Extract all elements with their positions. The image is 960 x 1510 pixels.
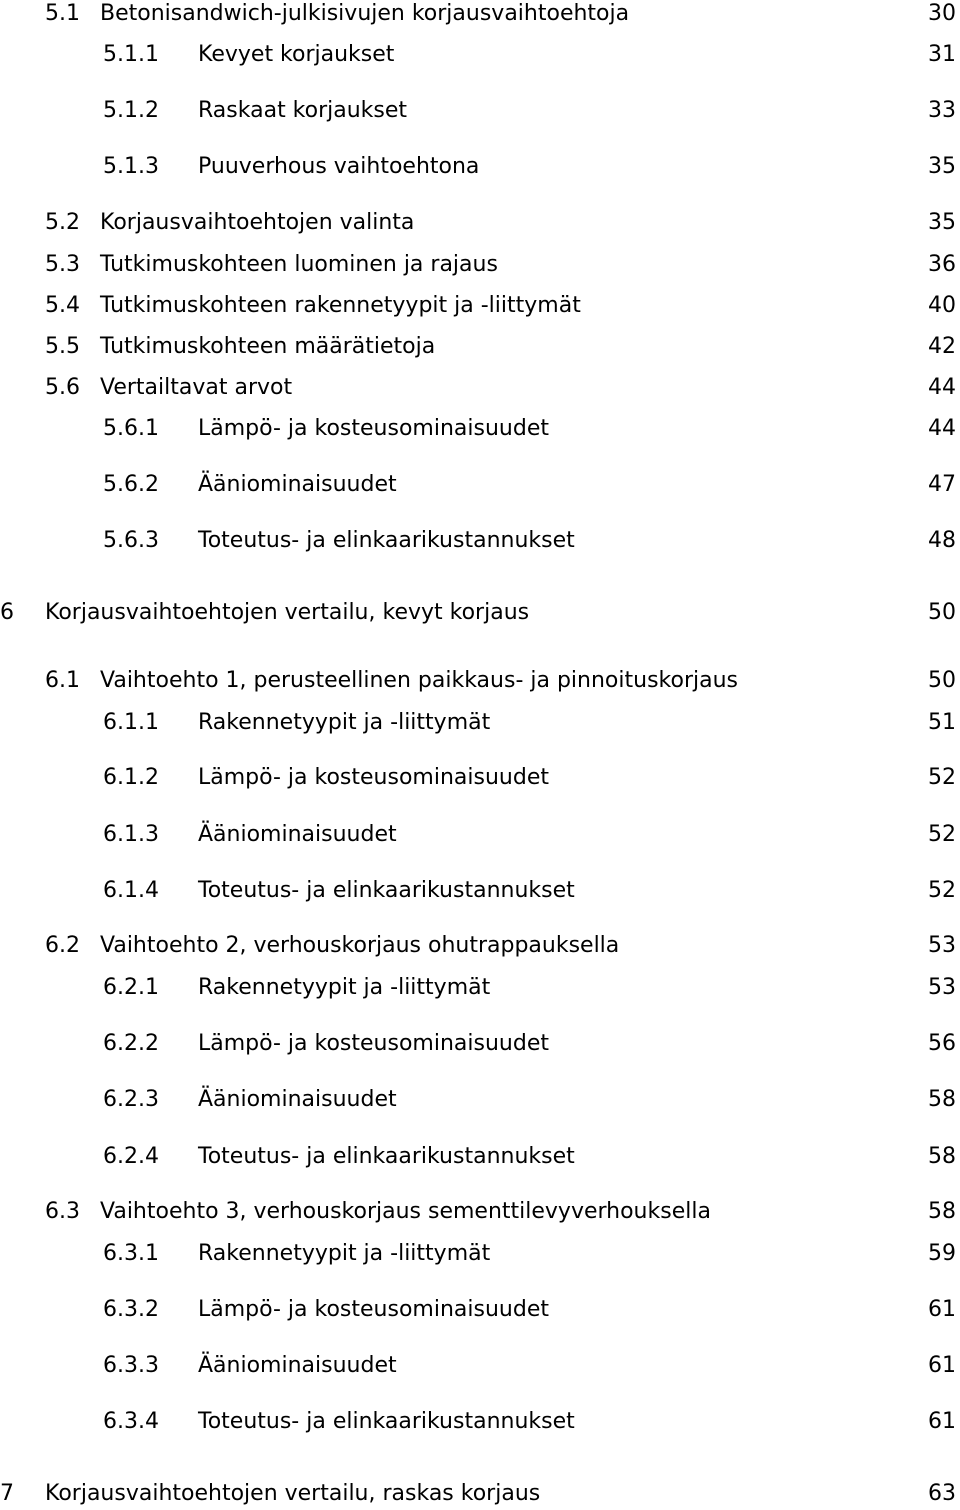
toc-entry-title: Rakennetyypit ja -liittymät	[198, 1241, 491, 1266]
toc-entry	[0, 1478, 960, 1510]
toc-entry-title: Toteutus- ja elinkaarikustannukset	[198, 528, 575, 553]
toc-entry-page-number: 44	[928, 375, 956, 400]
toc-entry-number: 6.3	[45, 1199, 80, 1224]
toc-entry-page-number: 52	[928, 878, 956, 903]
toc-entry-page-number: 53	[928, 933, 956, 958]
toc-entry-title: Lämpö- ja kosteusominaisuudet	[198, 1031, 549, 1056]
toc-entry-title: Lämpö- ja kosteusominaisuudet	[198, 1297, 549, 1322]
toc-entry-number: 5.1.3	[103, 154, 159, 179]
toc-entry	[0, 972, 960, 1004]
toc-entry-number: 6.2	[45, 933, 80, 958]
toc-entry-title: Korjausvaihtoehtojen vertailu, kevyt korjaus	[45, 600, 530, 625]
toc-entry-page-number: 51	[928, 710, 956, 735]
toc-entry-page-number: 63	[928, 1481, 956, 1506]
toc-entry-number: 5.6.2	[103, 472, 159, 497]
toc-entry	[0, 372, 960, 404]
toc-entry-number: 5.2	[45, 210, 80, 235]
toc-entry-number: 6.3.4	[103, 1409, 159, 1434]
toc-entry-number: 6.3.1	[103, 1241, 159, 1266]
toc-entry-title: Raskaat korjaukset	[198, 98, 408, 123]
toc-entry-page-number: 50	[928, 600, 956, 625]
toc-entry-number: 6.2.2	[103, 1031, 159, 1056]
toc-entry-page-number: 58	[928, 1087, 956, 1112]
toc-entry-title: Lämpö- ja kosteusominaisuudet	[198, 416, 549, 441]
toc-entry-number: 5.1.2	[103, 98, 159, 123]
toc-entry-page-number: 42	[928, 334, 956, 359]
toc-entry-number: 7	[0, 1481, 14, 1506]
toc-entry-page-number: 40	[928, 293, 956, 318]
toc-entry-number: 6.3.3	[103, 1353, 159, 1378]
toc-entry	[0, 525, 960, 557]
toc-entry-page-number: 61	[928, 1409, 956, 1434]
toc-entry	[0, 95, 960, 127]
toc-entry-number: 5.4	[45, 293, 80, 318]
toc-entry	[0, 1406, 960, 1438]
toc-entry-number: 6.3.2	[103, 1297, 159, 1322]
toc-entry-title: Tutkimuskohteen rakennetyypit ja -liittymät	[100, 293, 581, 318]
toc-entry-page-number: 44	[928, 416, 956, 441]
toc-entry-title: Tutkimuskohteen luominen ja rajaus	[100, 252, 498, 277]
toc-entry	[0, 707, 960, 739]
toc-entry-title: Ääniominaisuudet	[198, 472, 397, 497]
toc-entry-number: 5.6.3	[103, 528, 159, 553]
toc-entry-page-number: 58	[928, 1144, 956, 1169]
toc-entry-title: Kevyet korjaukset	[198, 42, 395, 67]
toc-entry-page-number: 52	[928, 765, 956, 790]
toc-entry-title: Puuverhous vaihtoehtona	[198, 154, 480, 179]
toc-entry-page-number: 61	[928, 1353, 956, 1378]
toc-entry-title: Betonisandwich-julkisivujen korjausvaihtoehtoja	[100, 1, 630, 26]
toc-entry-page-number: 31	[928, 42, 956, 67]
toc-entry-number: 5.5	[45, 334, 80, 359]
toc-entry-number: 6	[0, 600, 14, 625]
toc-entry	[0, 930, 960, 962]
toc-entry	[0, 819, 960, 851]
toc-entry	[0, 0, 960, 30]
toc-entry	[0, 762, 960, 794]
toc-entry-number: 5.3	[45, 252, 80, 277]
toc-entry-page-number: 50	[928, 668, 956, 693]
toc-entry	[0, 151, 960, 183]
toc-entry-page-number: 58	[928, 1199, 956, 1224]
toc-entry-number: 6.1	[45, 668, 80, 693]
toc-entry-page-number: 36	[928, 252, 956, 277]
toc-entry	[0, 331, 960, 363]
toc-entry-page-number: 30	[928, 1, 956, 26]
toc-entry-page-number: 47	[928, 472, 956, 497]
toc-entry-number: 6.1.4	[103, 878, 159, 903]
toc-entry	[0, 597, 960, 629]
toc-entry	[0, 1196, 960, 1228]
toc-entry-title: Ääniominaisuudet	[198, 1087, 397, 1112]
toc-entry-number: 5.1.1	[103, 42, 159, 67]
toc-entry	[0, 875, 960, 907]
toc-entry-page-number: 48	[928, 528, 956, 553]
toc-entry-page-number: 33	[928, 98, 956, 123]
toc-entry-page-number: 35	[928, 154, 956, 179]
toc-entry-title: Tutkimuskohteen määrätietoja	[100, 334, 436, 359]
toc-entry	[0, 1294, 960, 1326]
toc-entry	[0, 249, 960, 281]
toc-entry	[0, 469, 960, 501]
toc-entry-number: 6.2.3	[103, 1087, 159, 1112]
toc-entry-number: 6.2.1	[103, 975, 159, 1000]
toc-entry	[0, 1141, 960, 1173]
toc-entry-title: Vertailtavat arvot	[100, 375, 293, 400]
toc-entry-page-number: 52	[928, 822, 956, 847]
toc-entry-number: 5.6	[45, 375, 80, 400]
toc-entry-number: 5.1	[45, 1, 80, 26]
toc-entry	[0, 413, 960, 445]
toc-entry-title: Rakennetyypit ja -liittymät	[198, 975, 491, 1000]
toc-entry-page-number: 61	[928, 1297, 956, 1322]
toc-entry-number: 6.1.2	[103, 765, 159, 790]
toc-entry-number: 5.6.1	[103, 416, 159, 441]
toc-entry-title: Toteutus- ja elinkaarikustannukset	[198, 878, 575, 903]
toc-entry-title: Korjausvaihtoehtojen valinta	[100, 210, 415, 235]
toc-entry	[0, 1350, 960, 1382]
toc-entry-title: Ääniominaisuudet	[198, 822, 397, 847]
toc-entry-page-number: 53	[928, 975, 956, 1000]
toc-entry-title: Rakennetyypit ja -liittymät	[198, 710, 491, 735]
toc-entry-title: Korjausvaihtoehtojen vertailu, raskas korjaus	[45, 1481, 541, 1506]
toc-entry-number: 6.1.1	[103, 710, 159, 735]
toc-entry	[0, 39, 960, 71]
toc-entry	[0, 665, 960, 697]
toc-entry-number: 6.1.3	[103, 822, 159, 847]
toc-entry	[0, 1028, 960, 1060]
toc-entry-page-number: 59	[928, 1241, 956, 1266]
toc-entry-title: Toteutus- ja elinkaarikustannukset	[198, 1409, 575, 1434]
toc-entry-title: Vaihtoehto 2, verhouskorjaus ohutrappauksella	[100, 933, 620, 958]
toc-entry-page-number: 35	[928, 210, 956, 235]
toc-entry-title: Vaihtoehto 3, verhouskorjaus sementtilevyverhouksella	[100, 1199, 711, 1224]
toc-entry-title: Toteutus- ja elinkaarikustannukset	[198, 1144, 575, 1169]
toc-entry	[0, 290, 960, 322]
toc-entry-title: Lämpö- ja kosteusominaisuudet	[198, 765, 549, 790]
toc-entry-number: 6.2.4	[103, 1144, 159, 1169]
toc-entry	[0, 207, 960, 239]
toc-entry-title: Vaihtoehto 1, perusteellinen paikkaus- ja pinnoituskorjaus	[100, 668, 738, 693]
toc-entry-page-number: 56	[928, 1031, 956, 1056]
toc-entry	[0, 1084, 960, 1116]
toc-entry	[0, 1238, 960, 1270]
toc-entry-title: Ääniominaisuudet	[198, 1353, 397, 1378]
